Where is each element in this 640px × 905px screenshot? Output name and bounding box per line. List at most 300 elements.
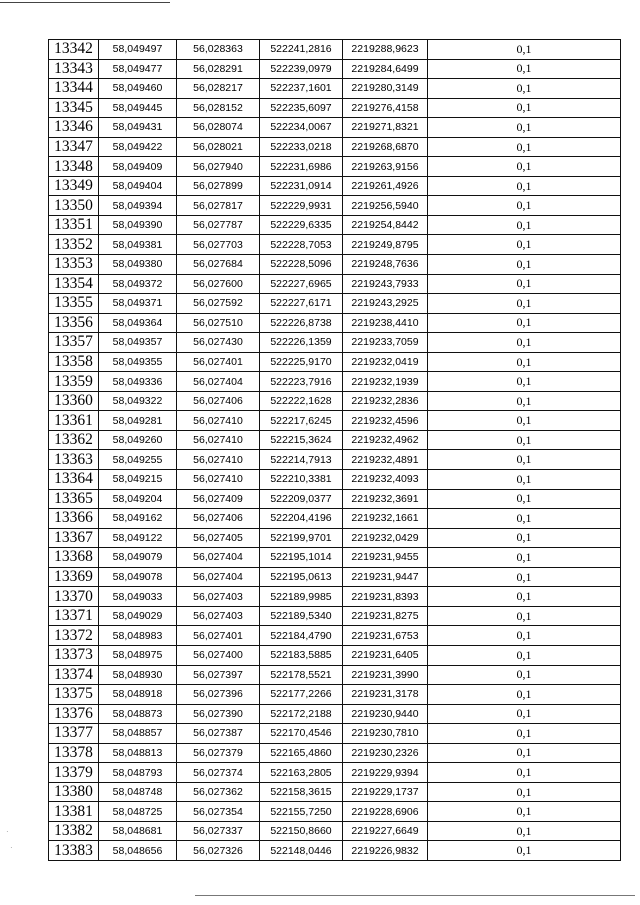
point-number-cell: 13378 — [49, 743, 99, 763]
accuracy-cell: 0,1 — [428, 841, 621, 861]
x-coordinate-cell: 522177,2266 — [260, 685, 343, 705]
point-number-cell: 13349 — [49, 176, 99, 196]
longitude-cell: 56,027404 — [177, 548, 260, 568]
latitude-cell: 58,049078 — [99, 567, 177, 587]
accuracy-cell: 0,1 — [428, 821, 621, 841]
x-coordinate-cell: 522172,2188 — [260, 704, 343, 724]
accuracy-cell: 0,1 — [428, 255, 621, 275]
accuracy-cell: 0,1 — [428, 665, 621, 685]
y-coordinate-cell: 2219233,7059 — [343, 333, 428, 353]
latitude-cell: 58,048930 — [99, 665, 177, 685]
x-coordinate-cell: 522209,0377 — [260, 489, 343, 509]
longitude-cell: 56,027600 — [177, 274, 260, 294]
latitude-cell: 58,049260 — [99, 430, 177, 450]
coordinates-table-body — [49, 40, 621, 861]
accuracy-cell: 0,1 — [428, 391, 621, 411]
longitude-cell: 56,027390 — [177, 704, 260, 724]
point-number-cell: 13371 — [49, 606, 99, 626]
y-coordinate-cell: 2219271,8321 — [343, 118, 428, 138]
longitude-cell: 56,027684 — [177, 255, 260, 275]
point-number-cell: 13363 — [49, 450, 99, 470]
y-coordinate-cell: 2219232,4093 — [343, 470, 428, 490]
y-coordinate-cell: 2219268,6870 — [343, 137, 428, 157]
coordinates-table — [48, 39, 621, 861]
accuracy-cell: 0,1 — [428, 137, 621, 157]
latitude-cell: 58,049079 — [99, 548, 177, 568]
longitude-cell: 56,027510 — [177, 313, 260, 333]
table-row — [49, 743, 621, 763]
longitude-cell: 56,027592 — [177, 294, 260, 314]
latitude-cell: 58,048681 — [99, 821, 177, 841]
longitude-cell: 56,027374 — [177, 763, 260, 783]
longitude-cell: 56,027354 — [177, 802, 260, 822]
latitude-cell: 58,048873 — [99, 704, 177, 724]
y-coordinate-cell: 2219248,7636 — [343, 255, 428, 275]
point-number-cell: 13368 — [49, 548, 99, 568]
x-coordinate-cell: 522237,1601 — [260, 79, 343, 99]
accuracy-cell: 0,1 — [428, 763, 621, 783]
table-row — [49, 802, 621, 822]
table-row — [49, 665, 621, 685]
point-number-cell: 13367 — [49, 528, 99, 548]
x-coordinate-cell: 522148,0446 — [260, 841, 343, 861]
table-row — [49, 98, 621, 118]
table-row — [49, 255, 621, 275]
table-row — [49, 763, 621, 783]
table-row — [49, 470, 621, 490]
x-coordinate-cell: 522195,0613 — [260, 567, 343, 587]
point-number-cell: 13359 — [49, 372, 99, 392]
latitude-cell: 58,049029 — [99, 606, 177, 626]
latitude-cell: 58,049033 — [99, 587, 177, 607]
accuracy-cell: 0,1 — [428, 548, 621, 568]
y-coordinate-cell: 2219276,4158 — [343, 98, 428, 118]
latitude-cell: 58,049204 — [99, 489, 177, 509]
top-rule — [0, 2, 170, 3]
y-coordinate-cell: 2219232,0429 — [343, 528, 428, 548]
accuracy-cell: 0,1 — [428, 294, 621, 314]
y-coordinate-cell: 2219232,1939 — [343, 372, 428, 392]
point-number-cell: 13362 — [49, 430, 99, 450]
point-number-cell: 13346 — [49, 118, 99, 138]
table-row — [49, 685, 621, 705]
x-coordinate-cell: 522150,8660 — [260, 821, 343, 841]
accuracy-cell: 0,1 — [428, 724, 621, 744]
x-coordinate-cell: 522228,5096 — [260, 255, 343, 275]
x-coordinate-cell: 522184,4790 — [260, 626, 343, 646]
latitude-cell: 58,049394 — [99, 196, 177, 216]
x-coordinate-cell: 522222,1628 — [260, 391, 343, 411]
x-coordinate-cell: 522170,4546 — [260, 724, 343, 744]
point-number-cell: 13381 — [49, 802, 99, 822]
point-number-cell: 13356 — [49, 313, 99, 333]
x-coordinate-cell: 522199,9701 — [260, 528, 343, 548]
x-coordinate-cell: 522165,4860 — [260, 743, 343, 763]
longitude-cell: 56,027401 — [177, 352, 260, 372]
latitude-cell: 58,049422 — [99, 137, 177, 157]
y-coordinate-cell: 2219238,4410 — [343, 313, 428, 333]
point-number-cell: 13365 — [49, 489, 99, 509]
table-row — [49, 235, 621, 255]
y-coordinate-cell: 2219232,2836 — [343, 391, 428, 411]
accuracy-cell: 0,1 — [428, 430, 621, 450]
latitude-cell: 58,048983 — [99, 626, 177, 646]
accuracy-cell: 0,1 — [428, 567, 621, 587]
point-number-cell: 13380 — [49, 782, 99, 802]
accuracy-cell: 0,1 — [428, 274, 621, 294]
x-coordinate-cell: 522235,6097 — [260, 98, 343, 118]
y-coordinate-cell: 2219243,7933 — [343, 274, 428, 294]
latitude-cell: 58,049445 — [99, 98, 177, 118]
latitude-cell: 58,048918 — [99, 685, 177, 705]
table-row — [49, 782, 621, 802]
point-number-cell: 13382 — [49, 821, 99, 841]
table-row — [49, 391, 621, 411]
y-coordinate-cell: 2219288,9623 — [343, 40, 428, 60]
longitude-cell: 56,027703 — [177, 235, 260, 255]
latitude-cell: 58,048813 — [99, 743, 177, 763]
accuracy-cell: 0,1 — [428, 528, 621, 548]
table-row — [49, 430, 621, 450]
latitude-cell: 58,048656 — [99, 841, 177, 861]
latitude-cell: 58,049381 — [99, 235, 177, 255]
point-number-cell: 13343 — [49, 59, 99, 79]
y-coordinate-cell: 2219231,6405 — [343, 645, 428, 665]
y-coordinate-cell: 2219232,4596 — [343, 411, 428, 431]
longitude-cell: 56,028021 — [177, 137, 260, 157]
longitude-cell: 56,027401 — [177, 626, 260, 646]
latitude-cell: 58,048857 — [99, 724, 177, 744]
y-coordinate-cell: 2219230,2326 — [343, 743, 428, 763]
x-coordinate-cell: 522234,0067 — [260, 118, 343, 138]
x-coordinate-cell: 522229,6335 — [260, 215, 343, 235]
latitude-cell: 58,049122 — [99, 528, 177, 548]
table-row — [49, 548, 621, 568]
table-row — [49, 313, 621, 333]
y-coordinate-cell: 2219228,6906 — [343, 802, 428, 822]
x-coordinate-cell: 522239,0979 — [260, 59, 343, 79]
longitude-cell: 56,028363 — [177, 40, 260, 60]
latitude-cell: 58,048725 — [99, 802, 177, 822]
longitude-cell: 56,027817 — [177, 196, 260, 216]
x-coordinate-cell: 522210,3381 — [260, 470, 343, 490]
accuracy-cell: 0,1 — [428, 645, 621, 665]
x-coordinate-cell: 522229,9931 — [260, 196, 343, 216]
point-number-cell: 13358 — [49, 352, 99, 372]
longitude-cell: 56,028074 — [177, 118, 260, 138]
longitude-cell: 56,027403 — [177, 587, 260, 607]
table-row — [49, 215, 621, 235]
accuracy-cell: 0,1 — [428, 470, 621, 490]
x-coordinate-cell: 522163,2805 — [260, 763, 343, 783]
x-coordinate-cell: 522223,7916 — [260, 372, 343, 392]
latitude-cell: 58,049431 — [99, 118, 177, 138]
point-number-cell: 13344 — [49, 79, 99, 99]
y-coordinate-cell: 2219227,6649 — [343, 821, 428, 841]
y-coordinate-cell: 2219263,9156 — [343, 157, 428, 177]
table-row — [49, 196, 621, 216]
table-row — [49, 411, 621, 431]
accuracy-cell: 0,1 — [428, 685, 621, 705]
point-number-cell: 13352 — [49, 235, 99, 255]
x-coordinate-cell: 522227,6171 — [260, 294, 343, 314]
longitude-cell: 56,027400 — [177, 645, 260, 665]
latitude-cell: 58,049215 — [99, 470, 177, 490]
y-coordinate-cell: 2219261,4926 — [343, 176, 428, 196]
point-number-cell: 13370 — [49, 587, 99, 607]
accuracy-cell: 0,1 — [428, 509, 621, 529]
point-number-cell: 13345 — [49, 98, 99, 118]
longitude-cell: 56,027362 — [177, 782, 260, 802]
longitude-cell: 56,027940 — [177, 157, 260, 177]
longitude-cell: 56,027326 — [177, 841, 260, 861]
table-row — [49, 137, 621, 157]
y-coordinate-cell: 2219230,7810 — [343, 724, 428, 744]
x-coordinate-cell: 522158,3615 — [260, 782, 343, 802]
accuracy-cell: 0,1 — [428, 489, 621, 509]
point-number-cell: 13347 — [49, 137, 99, 157]
longitude-cell: 56,027406 — [177, 391, 260, 411]
table-row — [49, 841, 621, 861]
y-coordinate-cell: 2219243,2925 — [343, 294, 428, 314]
table-row — [49, 118, 621, 138]
longitude-cell: 56,027406 — [177, 509, 260, 529]
table-row — [49, 704, 621, 724]
accuracy-cell: 0,1 — [428, 157, 621, 177]
x-coordinate-cell: 522217,6245 — [260, 411, 343, 431]
latitude-cell: 58,049409 — [99, 157, 177, 177]
point-number-cell: 13377 — [49, 724, 99, 744]
x-coordinate-cell: 522189,9985 — [260, 587, 343, 607]
point-number-cell: 13354 — [49, 274, 99, 294]
y-coordinate-cell: 2219231,6753 — [343, 626, 428, 646]
longitude-cell: 56,027405 — [177, 528, 260, 548]
latitude-cell: 58,049336 — [99, 372, 177, 392]
longitude-cell: 56,027787 — [177, 215, 260, 235]
point-number-cell: 13355 — [49, 294, 99, 314]
y-coordinate-cell: 2219232,0419 — [343, 352, 428, 372]
point-number-cell: 13374 — [49, 665, 99, 685]
longitude-cell: 56,028291 — [177, 59, 260, 79]
longitude-cell: 56,027410 — [177, 411, 260, 431]
table-row — [49, 645, 621, 665]
accuracy-cell: 0,1 — [428, 98, 621, 118]
table-row — [49, 372, 621, 392]
latitude-cell: 58,049477 — [99, 59, 177, 79]
table-row — [49, 40, 621, 60]
accuracy-cell: 0,1 — [428, 743, 621, 763]
x-coordinate-cell: 522183,5885 — [260, 645, 343, 665]
point-number-cell: 13373 — [49, 645, 99, 665]
latitude-cell: 58,049322 — [99, 391, 177, 411]
latitude-cell: 58,048793 — [99, 763, 177, 783]
latitude-cell: 58,049255 — [99, 450, 177, 470]
point-number-cell: 13361 — [49, 411, 99, 431]
point-number-cell: 13364 — [49, 470, 99, 490]
table-row — [49, 176, 621, 196]
longitude-cell: 56,027404 — [177, 372, 260, 392]
latitude-cell: 58,049372 — [99, 274, 177, 294]
point-number-cell: 13351 — [49, 215, 99, 235]
longitude-cell: 56,027387 — [177, 724, 260, 744]
x-coordinate-cell: 522226,1359 — [260, 333, 343, 353]
point-number-cell: 13376 — [49, 704, 99, 724]
latitude-cell: 58,049162 — [99, 509, 177, 529]
accuracy-cell: 0,1 — [428, 79, 621, 99]
x-coordinate-cell: 522215,3624 — [260, 430, 343, 450]
y-coordinate-cell: 2219229,1737 — [343, 782, 428, 802]
table-row — [49, 724, 621, 744]
x-coordinate-cell: 522227,6965 — [260, 274, 343, 294]
x-coordinate-cell: 522155,7250 — [260, 802, 343, 822]
point-number-cell: 13360 — [49, 391, 99, 411]
accuracy-cell: 0,1 — [428, 411, 621, 431]
table-row — [49, 352, 621, 372]
y-coordinate-cell: 2219249,8795 — [343, 235, 428, 255]
table-row — [49, 274, 621, 294]
x-coordinate-cell: 522189,5340 — [260, 606, 343, 626]
latitude-cell: 58,049380 — [99, 255, 177, 275]
y-coordinate-cell: 2219232,4962 — [343, 430, 428, 450]
longitude-cell: 56,027337 — [177, 821, 260, 841]
x-coordinate-cell: 522231,6986 — [260, 157, 343, 177]
x-coordinate-cell: 522241,2816 — [260, 40, 343, 60]
y-coordinate-cell: 2219254,8442 — [343, 215, 428, 235]
x-coordinate-cell: 522228,7053 — [260, 235, 343, 255]
accuracy-cell: 0,1 — [428, 176, 621, 196]
y-coordinate-cell: 2219231,9455 — [343, 548, 428, 568]
point-number-cell: 13375 — [49, 685, 99, 705]
point-number-cell: 13366 — [49, 509, 99, 529]
y-coordinate-cell: 2219232,1661 — [343, 509, 428, 529]
point-number-cell: 13353 — [49, 255, 99, 275]
point-number-cell: 13379 — [49, 763, 99, 783]
accuracy-cell: 0,1 — [428, 782, 621, 802]
table-row — [49, 606, 621, 626]
x-coordinate-cell: 522231,0914 — [260, 176, 343, 196]
y-coordinate-cell: 2219232,4891 — [343, 450, 428, 470]
latitude-cell: 58,049497 — [99, 40, 177, 60]
latitude-cell: 58,049281 — [99, 411, 177, 431]
table-row — [49, 333, 621, 353]
table-row — [49, 587, 621, 607]
longitude-cell: 56,027409 — [177, 489, 260, 509]
point-number-cell: 13342 — [49, 40, 99, 60]
point-number-cell: 13348 — [49, 157, 99, 177]
table-row — [49, 821, 621, 841]
y-coordinate-cell: 2219280,3149 — [343, 79, 428, 99]
accuracy-cell: 0,1 — [428, 802, 621, 822]
longitude-cell: 56,027430 — [177, 333, 260, 353]
y-coordinate-cell: 2219231,3990 — [343, 665, 428, 685]
point-number-cell: 13369 — [49, 567, 99, 587]
table-row — [49, 59, 621, 79]
margin-mark: · — [6, 827, 9, 836]
y-coordinate-cell: 2219232,3691 — [343, 489, 428, 509]
accuracy-cell: 0,1 — [428, 40, 621, 60]
accuracy-cell: 0,1 — [428, 587, 621, 607]
latitude-cell: 58,048975 — [99, 645, 177, 665]
point-number-cell: 13357 — [49, 333, 99, 353]
accuracy-cell: 0,1 — [428, 215, 621, 235]
accuracy-cell: 0,1 — [428, 704, 621, 724]
y-coordinate-cell: 2219226,9832 — [343, 841, 428, 861]
latitude-cell: 58,049357 — [99, 333, 177, 353]
table-row — [49, 79, 621, 99]
x-coordinate-cell: 522214,7913 — [260, 450, 343, 470]
accuracy-cell: 0,1 — [428, 626, 621, 646]
x-coordinate-cell: 522225,9170 — [260, 352, 343, 372]
accuracy-cell: 0,1 — [428, 352, 621, 372]
y-coordinate-cell: 2219231,8393 — [343, 587, 428, 607]
table-row — [49, 450, 621, 470]
latitude-cell: 58,049390 — [99, 215, 177, 235]
point-number-cell: 13350 — [49, 196, 99, 216]
x-coordinate-cell: 522195,1014 — [260, 548, 343, 568]
accuracy-cell: 0,1 — [428, 372, 621, 392]
table-row — [49, 528, 621, 548]
y-coordinate-cell: 2219231,3178 — [343, 685, 428, 705]
latitude-cell: 58,049460 — [99, 79, 177, 99]
x-coordinate-cell: 522226,8738 — [260, 313, 343, 333]
y-coordinate-cell: 2219231,9447 — [343, 567, 428, 587]
longitude-cell: 56,027899 — [177, 176, 260, 196]
latitude-cell: 58,049364 — [99, 313, 177, 333]
latitude-cell: 58,049355 — [99, 352, 177, 372]
accuracy-cell: 0,1 — [428, 450, 621, 470]
latitude-cell: 58,049404 — [99, 176, 177, 196]
latitude-cell: 58,048748 — [99, 782, 177, 802]
longitude-cell: 56,027403 — [177, 606, 260, 626]
table-row — [49, 489, 621, 509]
longitude-cell: 56,027410 — [177, 450, 260, 470]
longitude-cell: 56,028217 — [177, 79, 260, 99]
table-row — [49, 294, 621, 314]
table-row — [49, 567, 621, 587]
accuracy-cell: 0,1 — [428, 606, 621, 626]
y-coordinate-cell: 2219229,9394 — [343, 763, 428, 783]
y-coordinate-cell: 2219231,8275 — [343, 606, 428, 626]
latitude-cell: 58,049371 — [99, 294, 177, 314]
x-coordinate-cell: 522178,5521 — [260, 665, 343, 685]
point-number-cell: 13383 — [49, 841, 99, 861]
table-row — [49, 626, 621, 646]
accuracy-cell: 0,1 — [428, 313, 621, 333]
accuracy-cell: 0,1 — [428, 59, 621, 79]
accuracy-cell: 0,1 — [428, 333, 621, 353]
longitude-cell: 56,027397 — [177, 665, 260, 685]
longitude-cell: 56,027404 — [177, 567, 260, 587]
longitude-cell: 56,027396 — [177, 685, 260, 705]
y-coordinate-cell: 2219256,5940 — [343, 196, 428, 216]
y-coordinate-cell: 2219230,9440 — [343, 704, 428, 724]
accuracy-cell: 0,1 — [428, 196, 621, 216]
table-row — [49, 509, 621, 529]
longitude-cell: 56,027379 — [177, 743, 260, 763]
x-coordinate-cell: 522204,4196 — [260, 509, 343, 529]
x-coordinate-cell: 522233,0218 — [260, 137, 343, 157]
longitude-cell: 56,027410 — [177, 470, 260, 490]
bottom-rule — [195, 895, 635, 896]
longitude-cell: 56,028152 — [177, 98, 260, 118]
point-number-cell: 13372 — [49, 626, 99, 646]
table-row — [49, 157, 621, 177]
y-coordinate-cell: 2219284,6499 — [343, 59, 428, 79]
accuracy-cell: 0,1 — [428, 118, 621, 138]
margin-mark: · — [10, 843, 13, 852]
longitude-cell: 56,027410 — [177, 430, 260, 450]
accuracy-cell: 0,1 — [428, 235, 621, 255]
